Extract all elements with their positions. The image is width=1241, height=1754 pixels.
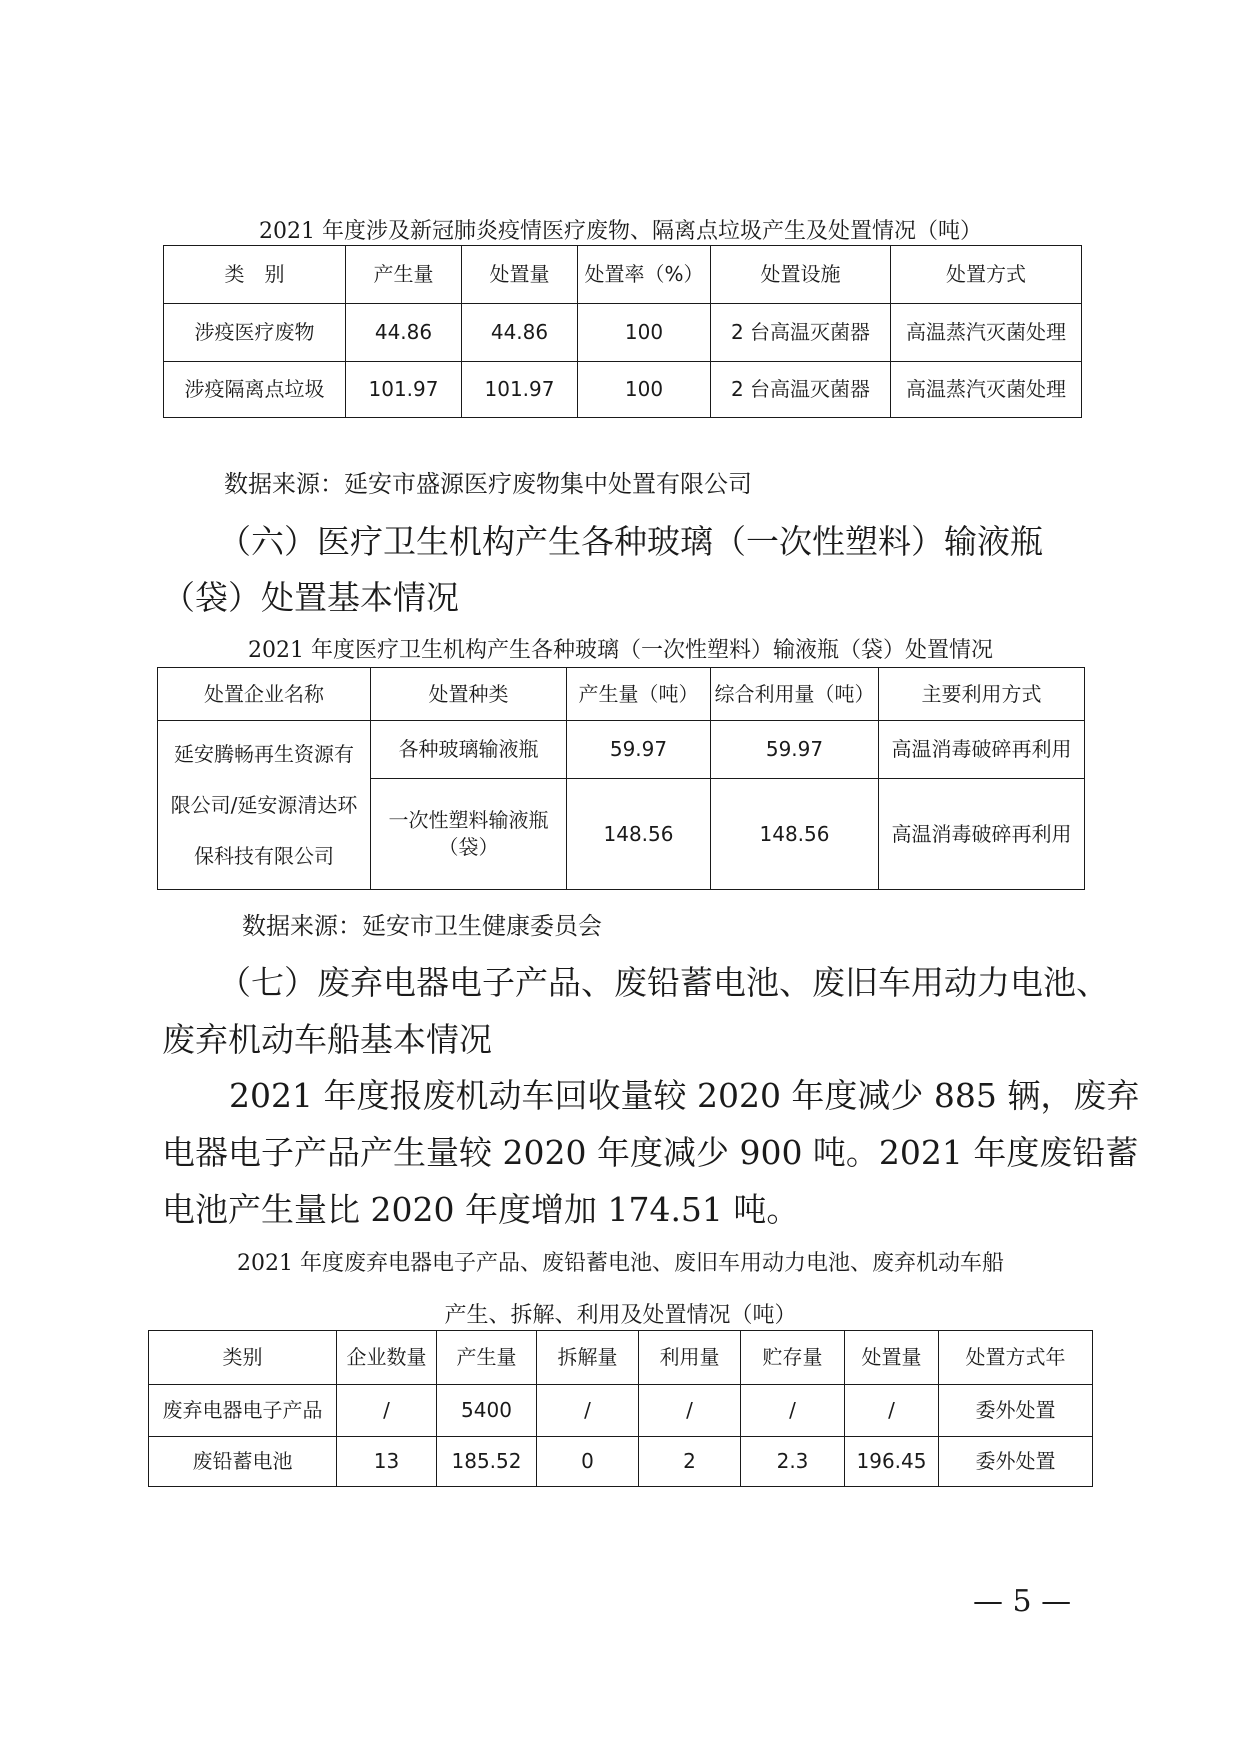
table2-company-line: 限公司/延安源清达环 bbox=[170, 792, 358, 817]
table2-source: 数据来源：延安市卫生健康委员会 bbox=[242, 912, 602, 940]
table1-header-cell: 处置方式 bbox=[891, 246, 1082, 304]
table1-cell: 2 台高温灭菌器 bbox=[711, 362, 891, 418]
table2-cell: 59.97 bbox=[567, 721, 711, 779]
table3-header-cell: 利用量 bbox=[639, 1331, 741, 1385]
table3-cell: 185.52 bbox=[437, 1437, 537, 1487]
table2 bbox=[157, 667, 1085, 890]
table3-cell: 0 bbox=[537, 1437, 639, 1487]
table2-cell: 59.97 bbox=[711, 721, 879, 779]
table-row bbox=[164, 304, 1082, 362]
table2-cell: 148.56 bbox=[711, 779, 879, 890]
table1-cell: 44.86 bbox=[346, 304, 462, 362]
table1-cell: 涉疫医疗废物 bbox=[164, 304, 346, 362]
table-row bbox=[149, 1437, 1093, 1487]
table2-company-cell bbox=[158, 721, 371, 890]
table3-cell: 13 bbox=[337, 1437, 437, 1487]
table1-cell: 100 bbox=[578, 304, 711, 362]
table2-company-line: 延安腾畅再生资源有 bbox=[174, 741, 354, 766]
table1-header-cell: 类 别 bbox=[164, 246, 346, 304]
table1-cell: 高温蒸汽灭菌处理 bbox=[891, 362, 1082, 418]
table3-cell: 废弃电器电子产品 bbox=[149, 1385, 337, 1437]
table1-caption: 2021 年度涉及新冠肺炎疫情医疗废物、隔离点垃圾产生及处置情况（吨） bbox=[259, 219, 982, 244]
section7-heading-line2: 废弃机动车船基本情况 bbox=[162, 1020, 492, 1059]
table1-cell: 101.97 bbox=[346, 362, 462, 418]
table1-cell: 44.86 bbox=[462, 304, 578, 362]
table3-cell: 废铅蓄电池 bbox=[149, 1437, 337, 1487]
table-row bbox=[164, 362, 1082, 418]
table3-header-cell: 企业数量 bbox=[337, 1331, 437, 1385]
table1-header-cell: 处置量 bbox=[462, 246, 578, 304]
table2-cell: 各种玻璃输液瓶 bbox=[371, 721, 567, 779]
table-row bbox=[158, 721, 1085, 779]
table3-cell: / bbox=[741, 1385, 845, 1437]
section6-heading-line2: （袋）处置基本情况 bbox=[162, 578, 459, 617]
table2-cell: 高温消毒破碎再利用 bbox=[879, 779, 1085, 890]
section7-body-line: 电器电子产品产生量较 2020 年度减少 900 吨。2021 年度废铅蓄 bbox=[162, 1133, 1139, 1172]
table2-header-cell: 主要利用方式 bbox=[879, 668, 1085, 721]
section7-heading-line1: （七）废弃电器电子产品、废铅蓄电池、废旧车用动力电池、 bbox=[218, 963, 1109, 1002]
table1-cell: 100 bbox=[578, 362, 711, 418]
table2-cell: 高温消毒破碎再利用 bbox=[879, 721, 1085, 779]
page-number: — 5 — bbox=[973, 1584, 1072, 1619]
table2-header-cell: 综合利用量（吨） bbox=[711, 668, 879, 721]
table3-header-cell: 贮存量 bbox=[741, 1331, 845, 1385]
table2-type-line: 一次性塑料输液瓶 bbox=[388, 808, 549, 832]
table3-caption-line2: 产生、拆解、利用及处置情况（吨） bbox=[444, 1303, 797, 1328]
table1-cell: 涉疫隔离点垃圾 bbox=[164, 362, 346, 418]
table3-header-cell: 拆解量 bbox=[537, 1331, 639, 1385]
table3-cell: 2 bbox=[639, 1437, 741, 1487]
table2-cell: 148.56 bbox=[567, 779, 711, 890]
table1 bbox=[163, 245, 1082, 418]
table3-caption-line1: 2021 年度废弃电器电子产品、废铅蓄电池、废旧车用动力电池、废弃机动车船 bbox=[237, 1251, 1004, 1276]
table3-cell: 196.45 bbox=[845, 1437, 939, 1487]
table2-header-row bbox=[158, 668, 1085, 721]
table1-header-cell: 处置设施 bbox=[711, 246, 891, 304]
table2-cell bbox=[371, 779, 567, 890]
section7-body-line: 2021 年度报废机动车回收量较 2020 年度减少 885 辆，废弃 bbox=[229, 1076, 1140, 1115]
table1-header-row bbox=[164, 246, 1082, 304]
table1-source: 数据来源：延安市盛源医疗废物集中处置有限公司 bbox=[224, 470, 752, 498]
table2-header-cell: 处置企业名称 bbox=[158, 668, 371, 721]
table1-cell: 2 台高温灭菌器 bbox=[711, 304, 891, 362]
table3-cell: 委外处置 bbox=[939, 1385, 1093, 1437]
table3-cell: / bbox=[845, 1385, 939, 1437]
table3-header-cell: 产生量 bbox=[437, 1331, 537, 1385]
table1-header-cell: 处置率（%） bbox=[578, 246, 711, 304]
table1-cell: 高温蒸汽灭菌处理 bbox=[891, 304, 1082, 362]
table3-cell: 5400 bbox=[437, 1385, 537, 1437]
table1-header-cell: 产生量 bbox=[346, 246, 462, 304]
table2-header-cell: 产生量（吨） bbox=[567, 668, 711, 721]
table3-cell: 委外处置 bbox=[939, 1437, 1093, 1487]
table3-cell: / bbox=[639, 1385, 741, 1437]
table2-caption: 2021 年度医疗卫生机构产生各种玻璃（一次性塑料）输液瓶（袋）处置情况 bbox=[248, 638, 993, 663]
table-row bbox=[149, 1385, 1093, 1437]
table1-cell: 101.97 bbox=[462, 362, 578, 418]
section7-body-line: 电池产生量比 2020 年度增加 174.51 吨。 bbox=[162, 1190, 800, 1229]
section6-heading-line1: （六）医疗卫生机构产生各种玻璃（一次性塑料）输液瓶 bbox=[218, 522, 1043, 561]
table2-header-cell: 处置种类 bbox=[371, 668, 567, 721]
table3-header-cell: 处置量 bbox=[845, 1331, 939, 1385]
table3-cell: / bbox=[537, 1385, 639, 1437]
table3-cell: 2.3 bbox=[741, 1437, 845, 1487]
table3-header-cell: 处置方式年 bbox=[939, 1331, 1093, 1385]
table2-company-line: 保科技有限公司 bbox=[194, 843, 334, 868]
table3-header-row bbox=[149, 1331, 1093, 1385]
table3-cell: / bbox=[337, 1385, 437, 1437]
table3-header-cell: 类别 bbox=[149, 1331, 337, 1385]
table2-type-line: （袋） bbox=[438, 835, 499, 859]
table3 bbox=[148, 1330, 1093, 1487]
